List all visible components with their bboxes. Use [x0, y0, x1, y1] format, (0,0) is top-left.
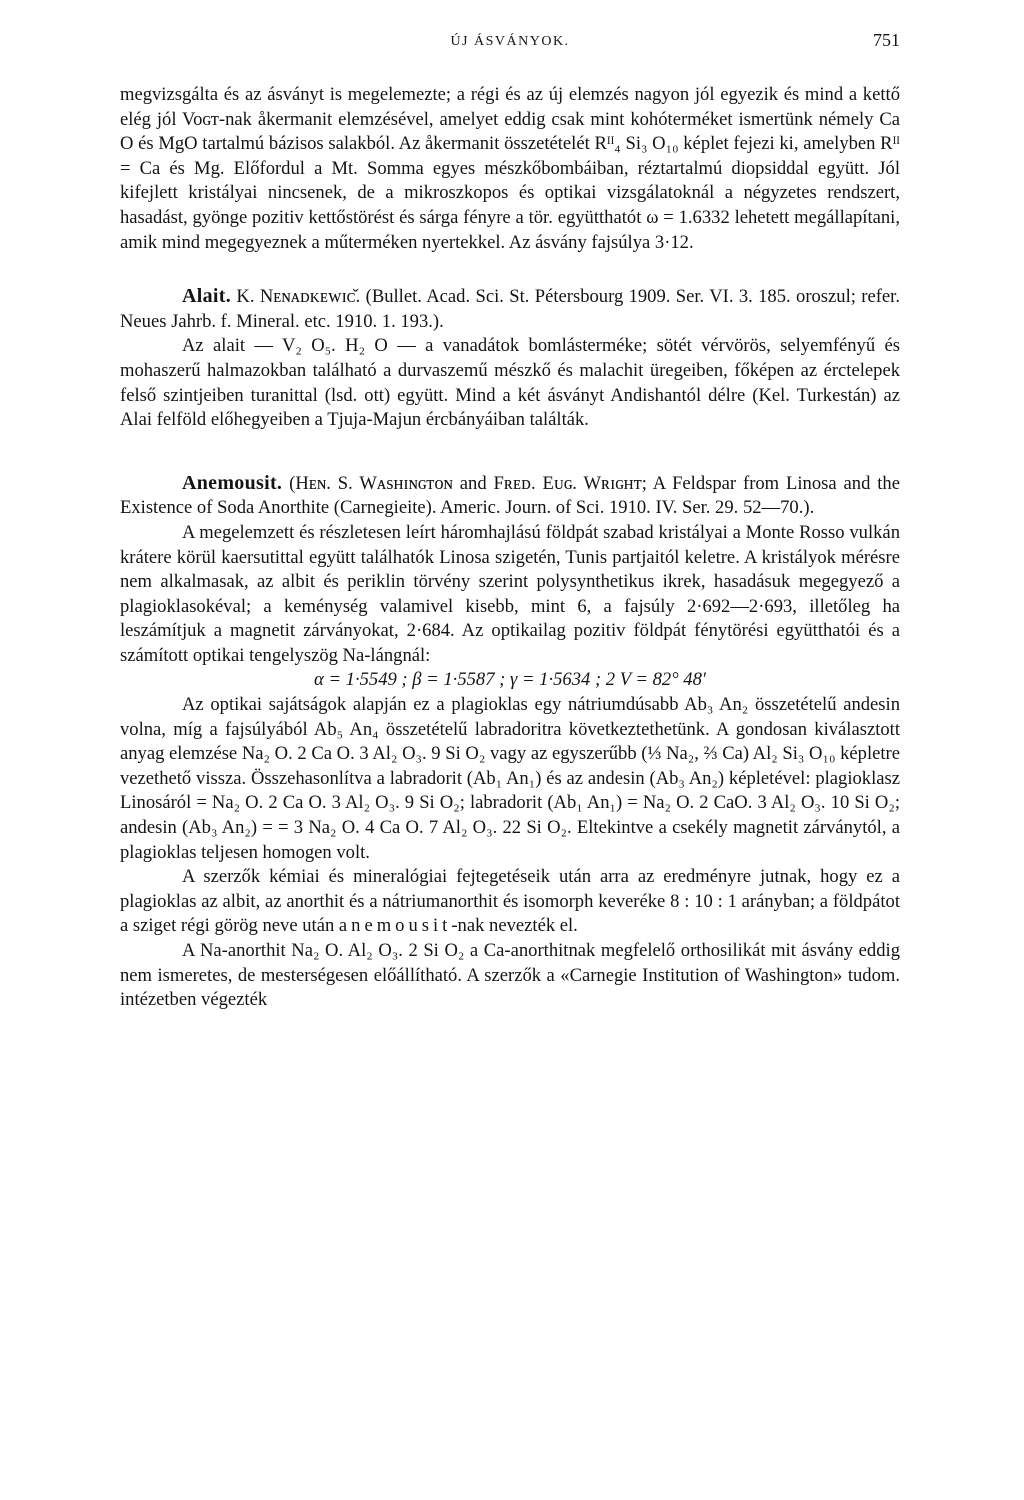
alait-reference: K. Nᴇɴᴀᴅᴋᴇᴡɪᴄ̌. (Bullet. Acad. Sci. St. Pétersbourg 1909. Ser. VI. 3. 185. oroszul; refer. Neues Jahrb. f. Mineral. etc. 1910. 1. 193.).	[120, 286, 900, 332]
running-title: ÚJ ÁSVÁNYOK.	[450, 34, 570, 49]
page-number: 751	[873, 30, 900, 50]
section-gap	[120, 255, 900, 284]
optical-constants-formula: α = 1·5549 ; β = 1·5587 ; γ = 1·5634 ; 2 V = 82° 48′	[314, 669, 706, 691]
alait-reference-paragraph	[120, 284, 900, 334]
spaced-mineral-name: anemousit	[338, 915, 452, 937]
anemousit-paragraph-1: A megelemzett és részletesen leírt háromhajlású földpát szabad kristályai a Monte Rosso vulkán krátere körül kaersutittal együtt találhatók Linosa szigetén, Tunis partjaitól keletre. A kristályok mérésre nem alkalmasak, az albit és periklin törvény szerint polysynthetikus ikrek, hasadásuk megegyező a plagioklasokéval; a keménység valamivel kisebb, mint 6, a fajsúly 2·692—2·693, illetőleg ha leszámítjuk a magnetit zárványokat, 2·684. Az optikailag pozitiv földpát fénytörési együtthatói és a számított optikai tengelyszög Na-lángnál:	[120, 521, 900, 666]
body-text	[120, 83, 900, 1013]
section-gap	[120, 433, 900, 471]
running-head	[120, 30, 900, 56]
anemousit-paragraph-4: A Na-anorthit Na₂ O. Al₂ O₃. 2 Si O₂ a Ca-anorthitnak megfelelő orthosilikát mit ásvány eddig nem ismeretes, de mesterségesen előállítható. A szerzők a «Carnegie Institution of Washington» tudom. intézetben végezték	[120, 940, 900, 1011]
alait-paragraph: Az alait — V₂ O₅. H₂ O — a vanadátok bomlásterméke; sötét vérvörös, selyemfényű és mohaszerű halmazokban található a durvaszemű mészkő és malachit üregeiben, főképen az érctelepek felső szintjeiben turanittal (lsd. ott) együtt. Mind a két ásványt Andishantól délre (Kel. Turkestán) az Alai felföld előhegyeiben a Tjuja-Majun ércbányáiban találták.	[120, 335, 900, 431]
akermanit-paragraph: megvizsgálta és az ásványt is megelemezte; a régi és az új elemzés nagyon jól egyezik és mind a kettő elég jól Voɢᴛ-nak åkermanit elemzésével, amelyet eddig csak mint kohóterméket ismertünk némely Ca O és MgO tartalmú bázisos salakból. Az åkermanit összetételét Rᴵᴵ₄ Si₃ O₁₀ képlet fejezi ki, amelyben Rᴵᴵ = Ca és Mg. Előfordul a Mt. Somma egyes mészkőbombáiban, réztartalmú diopsiddal együtt. Jól kifejlett kristályai nincsenek, de a mikroszkopos és optikai vizsgálatoknál a négyzetes rendszert, hasadást, gyönge pozitiv kettőstörést és sárga fényre a tör. együtthatót ω = 1.6332 lehetett megállapítani, amik mind megegyeznek a műterméken nyertekkel. Az ásvány fajsúlya 3·12.	[120, 84, 900, 253]
alait-heading: Alait.	[182, 285, 232, 308]
anemousit-reference-paragraph	[120, 471, 900, 521]
paragraph-3-text: A szerzők kémiai és mineralógiai fejtegetéseik után arra az eredményre jutnak, hogy ez a plagioklas az albit, az anorthit és a nátriumanorthit és isomorph keveréke 8 : 10 : 1 arányban; a földpátot a sziget régi görög neve után	[120, 866, 900, 937]
anemousit-heading: Anemousit.	[182, 471, 283, 494]
anemousit-reference: (Hᴇɴ. S. Wᴀsʜɪɴɢᴛᴏɴ and Fʀᴇᴅ. Eᴜɢ. Wʀɪɢʜᴛ; A Feldspar from Linosa and the Existence of Soda Anorthite (Carnegieite). Americ. Journ. of Sci. 1910. IV. Ser. 29. 52—70.).	[120, 472, 900, 519]
anemousit-paragraph-3	[120, 865, 900, 939]
anemousit-paragraph-2: Az optikai sajátságok alapján ez a plagioklas egy nátriumdúsabb Ab₃ An₂ összetételű andesin volna, míg a fajsúlyából Ab₅ An₄ összetételű labradoritra következtethetünk. A gondosan kiválasztott anyag elemzése Na₂ O. 2 Ca O. 3 Al₂ O₃. 9 Si O₂ vagy az egyszerűbb (⅓ Na₂, ⅔ Ca) Al₂ Si₃ O₁₀ képletre vezethető vissza. Összehasonlítva a labradorit (Ab₁ An₁) és az andesin (Ab₃ An₂) képletével: plagioklasz Linosáról = Na₂ O. 2 Ca O. 3 Al₂ O₃. 9 Si O₂; labradorit (Ab₁ An₁) = Na₂ O. 2 CaO. 3 Al₂ O₃. 10 Si O₂; andesin (Ab₃ An₂) = = 3 Na₂ O. 4 Ca O. 7 Al₂ O₃. 22 Si O₂. Eltekintve a csekély magnetit zárványtól, a plagioklas teljesen homogen volt.	[120, 694, 900, 863]
paragraph-3-end: -nak nevezték el.	[451, 915, 578, 937]
